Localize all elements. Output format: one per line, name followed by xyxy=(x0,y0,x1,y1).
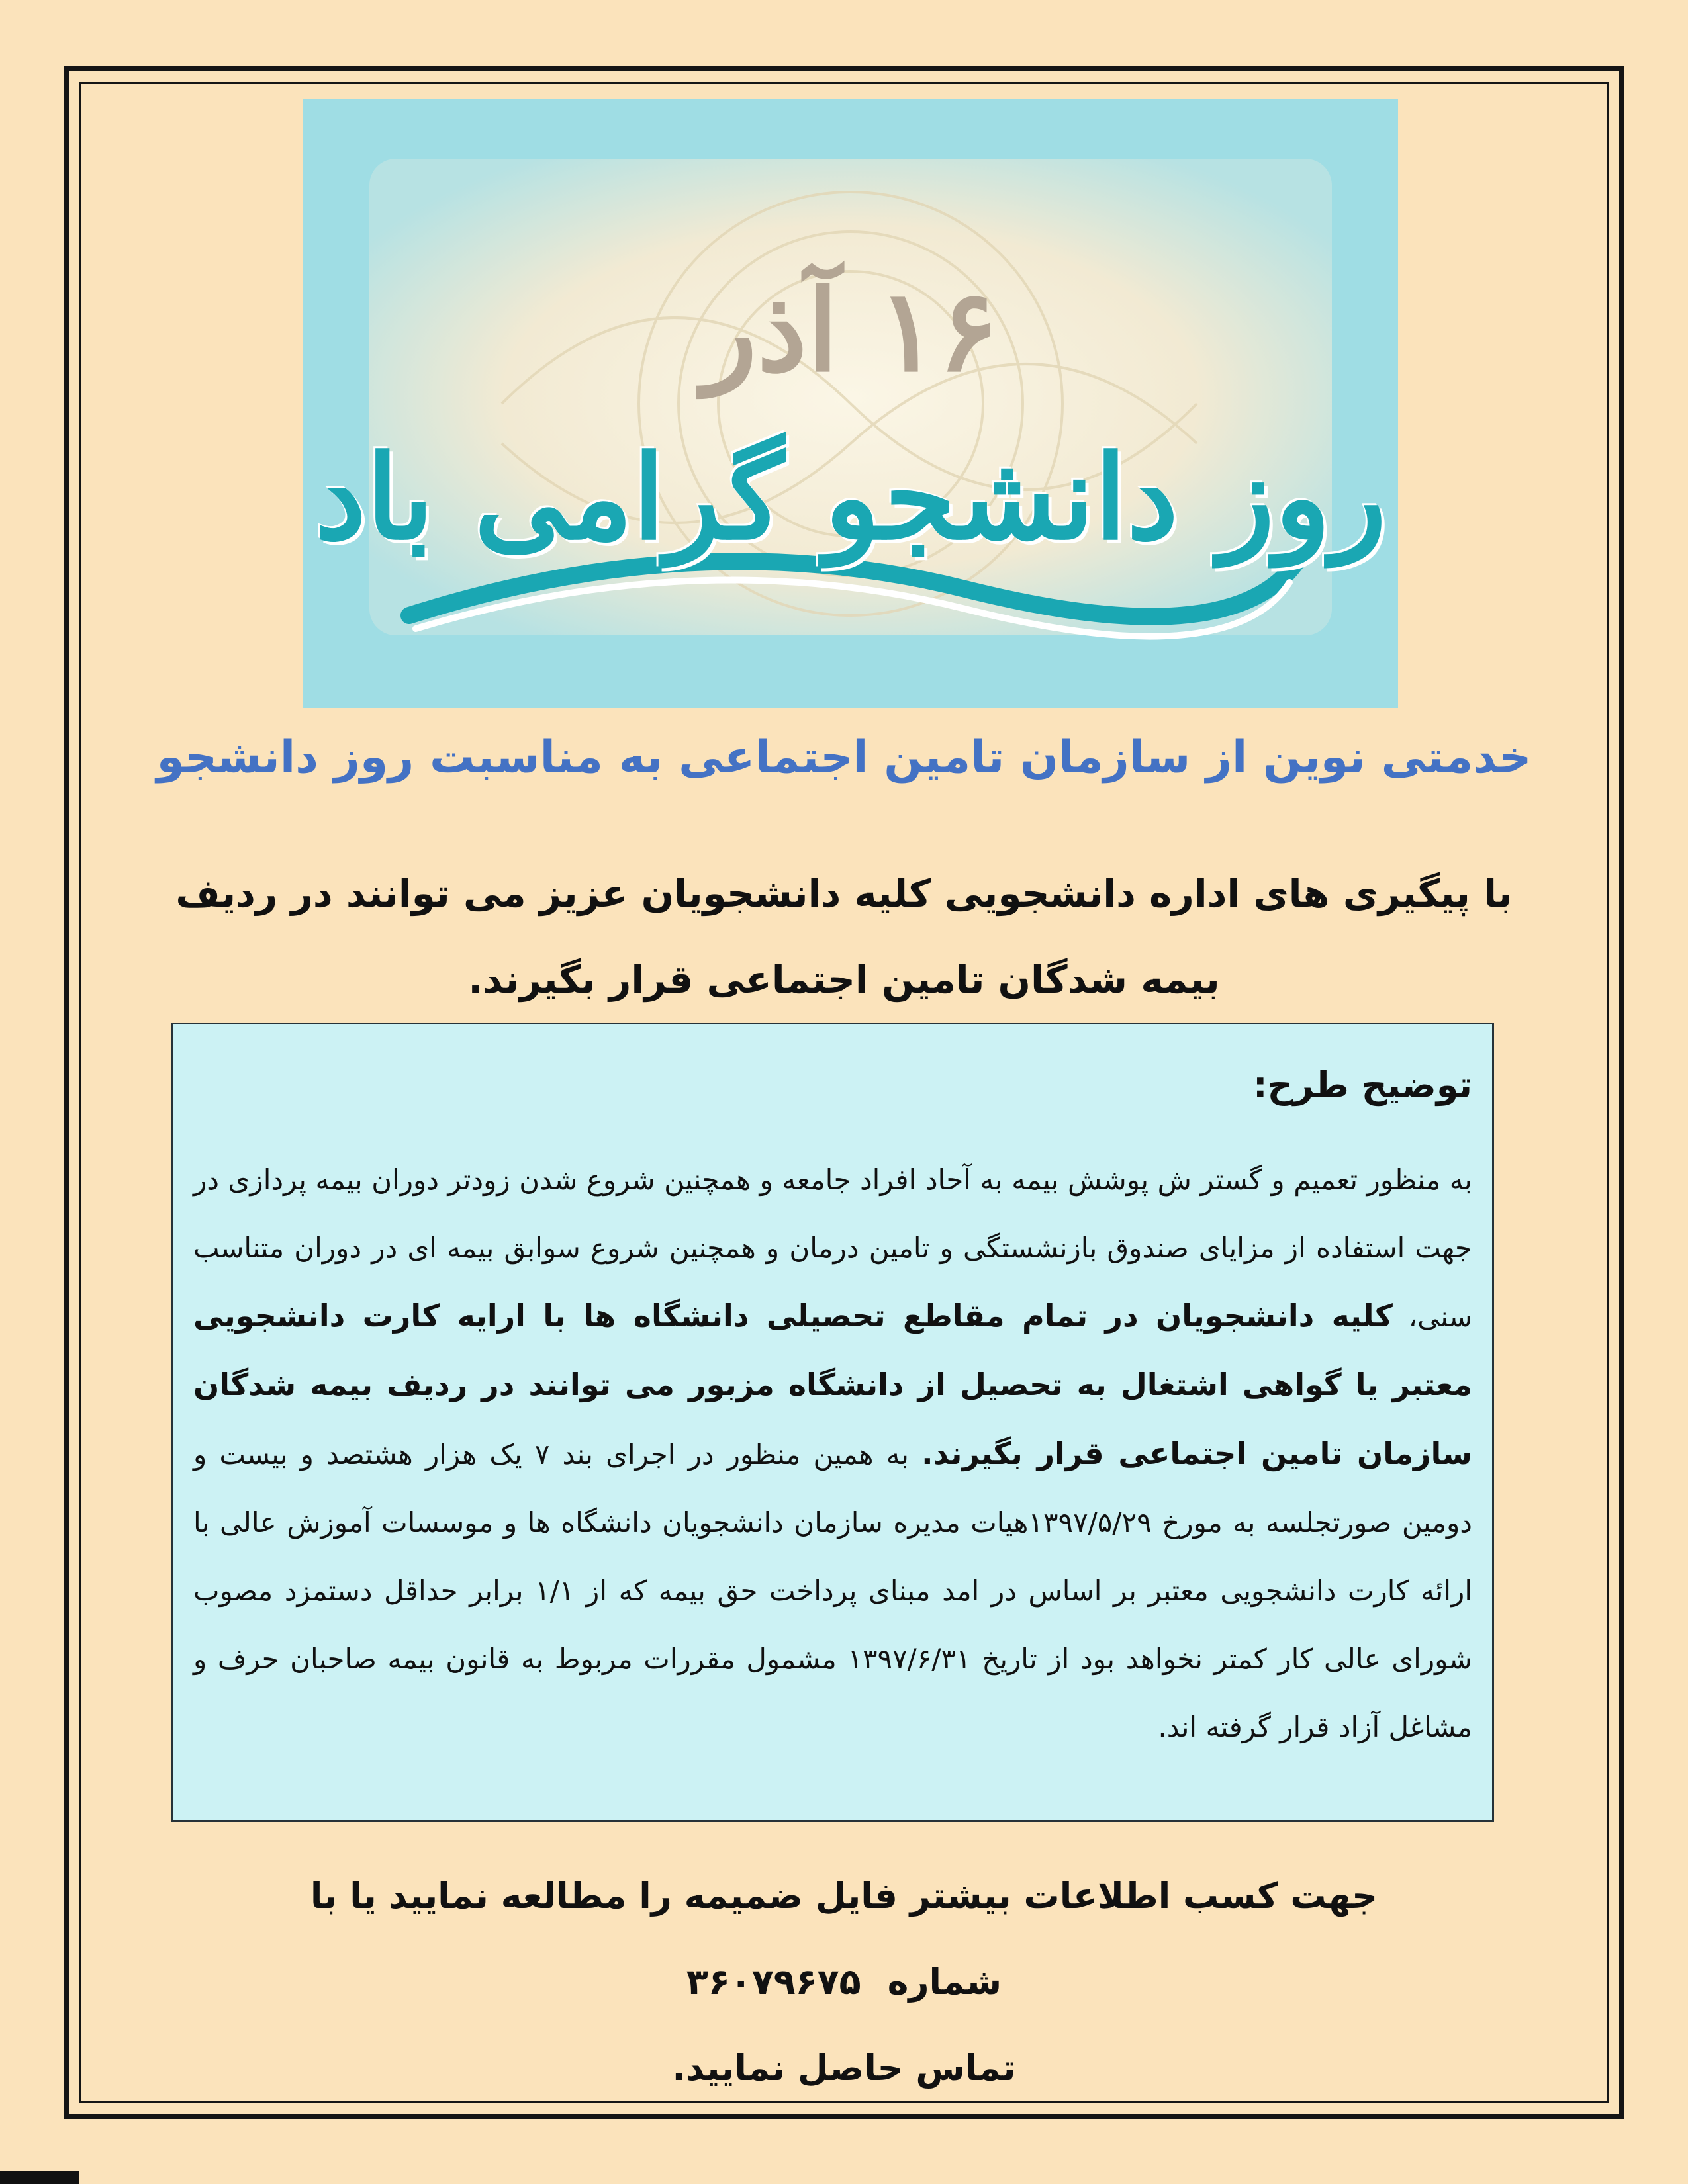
description-part-2: به همین منظور در اجرای بند ۷ یک هزار هشتصد و بیست و دومین صورتجلسه به مورخ ۱۳۹۷/۵/۲۹هیات مدیره سازمان دانشجویان دانشگاه ها و موسسات آموزش عالی با ارائه کارت دانشجویی معتبر بر اساس در امد مبنای پرداخت حق بیمه که از ۱/۱ برابر حداقل دستمزد مصوب شورای عالی کار کمتر نخواهد بود از تاریخ ۱۳۹۷/۶/۳۱ مشمول مقررات مربوط به قانون بیمه صاحبان حرف و مشاغل آزاد قرار گرفته اند. xyxy=(193,1438,1472,1743)
banner-calligraphy: روز دانشجو گرامی باد xyxy=(314,430,1387,566)
description-bold: کلیه دانشجویان در تمام مقاطع تحصیلی دانشگاه ها با ارایه کارت دانشجویی معتبر یا گواهی اشتغال به تحصیل از دانشگاه مزبور می توانند در ردیف بیمه شدگان سازمان تامین اجتماعی قرار بگیرند. xyxy=(193,1298,1472,1471)
contact-text: جهت کسب اطلاعات بیشتر فایل ضمیمه را مطالعه نمایید یا با شماره xyxy=(310,1875,1378,2003)
banner-background xyxy=(303,99,1398,708)
contact-info xyxy=(199,1853,1489,2111)
banner-date: ۱۶ آذر xyxy=(702,265,999,397)
watermark-strip xyxy=(0,2171,79,2184)
contact-line-1 xyxy=(199,1853,1489,2025)
banner-image xyxy=(303,99,1398,708)
page-title: خدمتی نوین از سازمان تامین اجتماعی به مناسبت روز دانشجو xyxy=(156,731,1532,784)
intro-paragraph: با پیگیری های اداره دانشجویی کلیه دانشجویان عزیز می توانند در ردیف بیمه شدگان تامین اجتماعی قرار بگیرند. xyxy=(175,871,1513,1002)
contact-line-2: تماس حاصل نمایید. xyxy=(672,2047,1016,2089)
description-part-1: به منظور تعمیم و گستر ش پوشش بیمه به آحاد افراد جامعه و همچنین شروع شدن زودتر دوران بیمه پردازی در جهت استفاده از مزایای صندوق بازنشستگی و تامین درمان و همچنین شروع سوابق بیمه ای در دوران متناسب سنی، xyxy=(193,1163,1473,1333)
description-title: توضیح طرح: xyxy=(1252,1064,1472,1106)
description-box xyxy=(171,1023,1494,1822)
phone-number: ۳۶۰۷۹۶۷۵ xyxy=(686,1961,861,2003)
description-body xyxy=(193,1146,1472,1761)
